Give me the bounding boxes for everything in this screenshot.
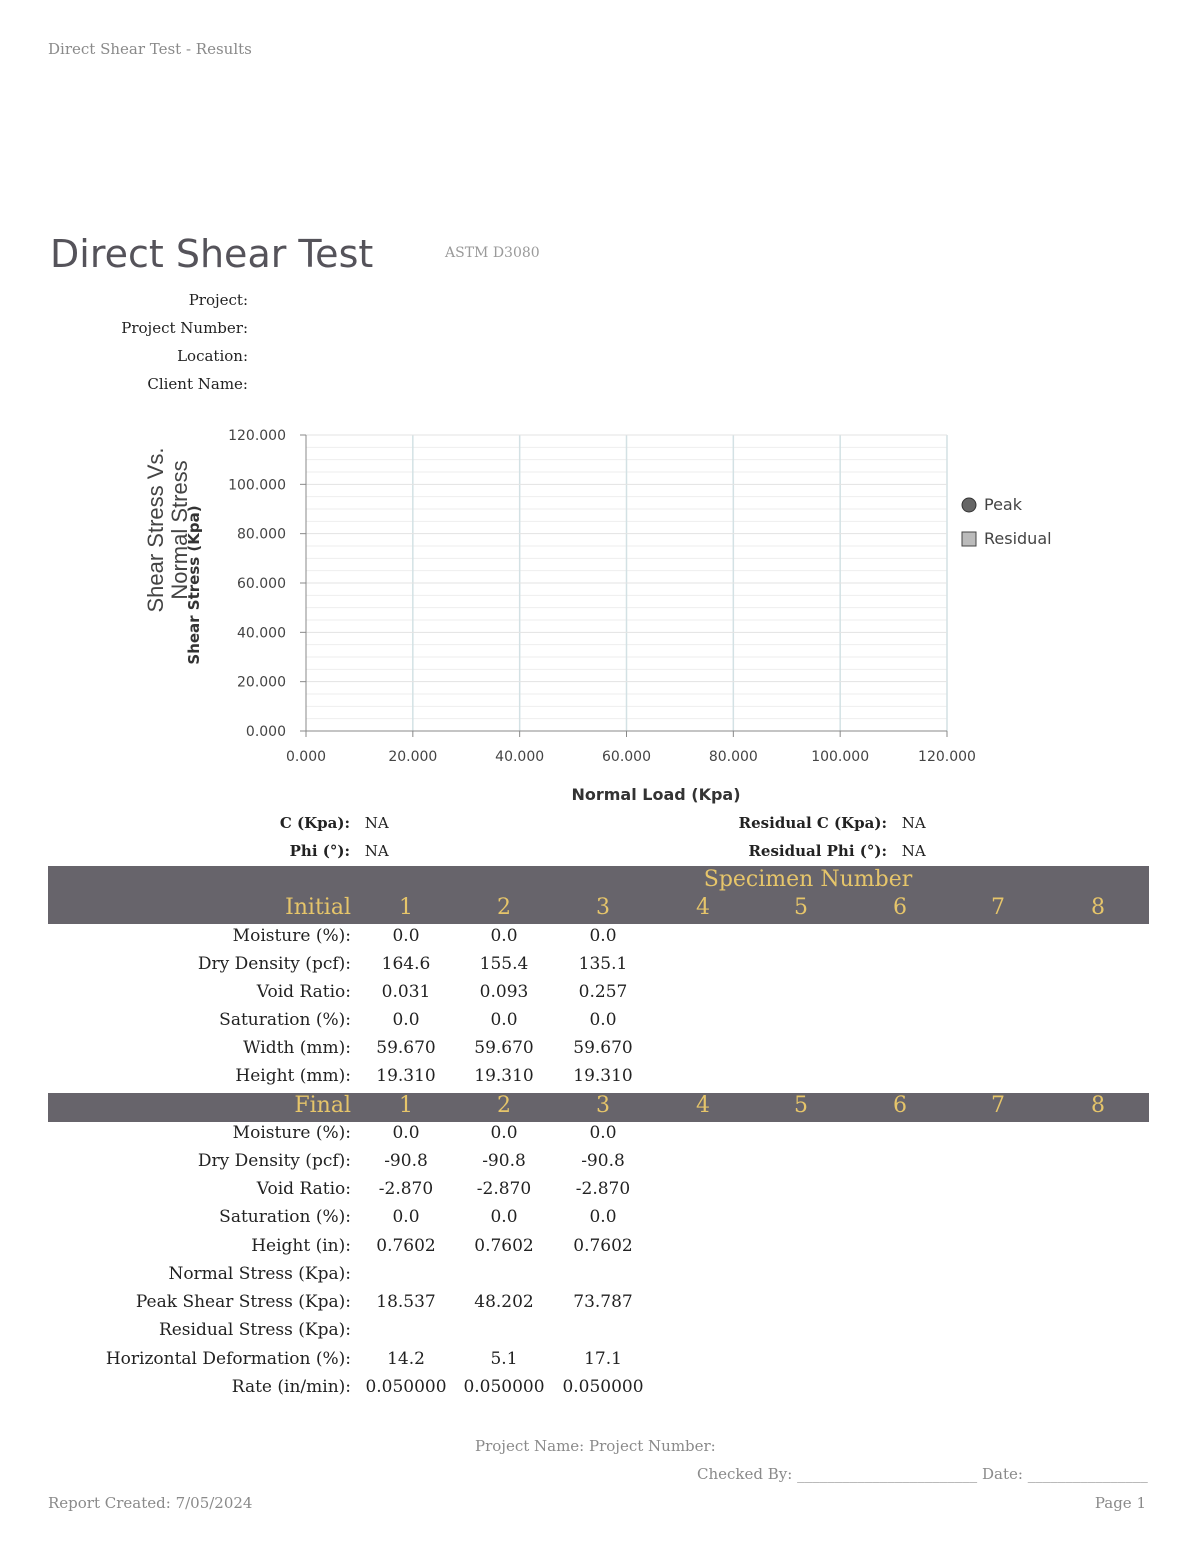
- table-cell: 0.0: [589, 926, 617, 946]
- footer-date: Date: ________________: [982, 1465, 1148, 1483]
- table-row: [0, 954, 1200, 982]
- x-tick-label: 0.000: [285, 749, 327, 765]
- table-cell: -90.8: [581, 1151, 625, 1171]
- initial-col-4: 4: [696, 895, 710, 920]
- legend-residual-marker: [962, 532, 976, 546]
- initial-col-3: 3: [596, 895, 610, 920]
- initial-col-5: 5: [794, 895, 808, 920]
- table-row: [0, 1179, 1200, 1207]
- table-cell: 19.310: [474, 1066, 534, 1086]
- row-label: Saturation (%):: [219, 1207, 351, 1227]
- footer-checked-by: Checked By: ________________________: [697, 1465, 978, 1483]
- table-row: [0, 1123, 1200, 1151]
- table-row: [0, 926, 1200, 954]
- final-col-1: 1: [399, 1093, 413, 1118]
- table-cell: -90.8: [384, 1151, 428, 1171]
- y-tick-label: 20.000: [237, 674, 286, 691]
- table-cell: 5.1: [490, 1349, 518, 1369]
- x-tick-label: 80.000: [708, 749, 758, 765]
- table-cell: 59.670: [376, 1038, 436, 1058]
- project-number-label: Project Number:: [121, 319, 248, 337]
- initial-col-1: 1: [399, 895, 413, 920]
- table-cell: 0.0: [392, 1123, 420, 1143]
- final-col-6: 6: [893, 1093, 907, 1118]
- initial-col-2: 2: [497, 895, 511, 920]
- table-cell: 0.050000: [365, 1377, 447, 1397]
- initial-col-7: 7: [991, 895, 1005, 920]
- footer-report-created: Report Created: 7/05/2024: [48, 1494, 253, 1512]
- table-row: [0, 1151, 1200, 1179]
- table-row: [0, 982, 1200, 1010]
- table-cell: 0.257: [578, 982, 628, 1002]
- table-cell: 0.0: [589, 1010, 617, 1030]
- table-cell: -2.870: [476, 1179, 532, 1199]
- table-row: [0, 1207, 1200, 1235]
- residual-phi-stat: [0, 842, 926, 860]
- initial-col-8: 8: [1091, 895, 1105, 920]
- y-tick-label: 0.000: [245, 724, 286, 740]
- table-cell: 73.787: [573, 1292, 633, 1312]
- residual-c-label: Residual C (Kpa):: [738, 814, 887, 832]
- table-row: [0, 1377, 1200, 1405]
- table-cell: 155.4: [479, 954, 529, 974]
- row-label: Saturation (%):: [219, 1010, 351, 1030]
- x-axis-label: Normal Load (Kpa): [571, 785, 741, 804]
- table-row: [0, 1349, 1200, 1377]
- x-tick-label: 120.000: [918, 749, 976, 765]
- row-label: Dry Density (pcf):: [197, 1151, 351, 1171]
- table-cell: 0.0: [490, 1207, 518, 1227]
- y-axis-label: Shear Stress (Kpa): [185, 505, 203, 665]
- row-label: Height (mm):: [235, 1066, 351, 1086]
- residual-phi-label: Residual Phi (°):: [748, 842, 887, 860]
- table-row: [0, 1066, 1200, 1094]
- row-label: Height (in):: [251, 1236, 351, 1256]
- report-title: Direct Shear Test: [50, 232, 374, 276]
- table-cell: 0.0: [490, 1010, 518, 1030]
- table-cell: 0.7602: [474, 1236, 534, 1256]
- table-row: [0, 1320, 1200, 1348]
- c-value: NA: [364, 814, 389, 832]
- final-col-2: 2: [497, 1093, 511, 1118]
- table-cell: 0.0: [392, 926, 420, 946]
- y-tick-label: 80.000: [237, 526, 286, 543]
- table-row: [0, 1292, 1200, 1320]
- running-header: Direct Shear Test - Results: [48, 40, 252, 58]
- residual-phi-value: NA: [901, 842, 926, 860]
- table-cell: 135.1: [578, 954, 628, 974]
- table-cell: 19.310: [376, 1066, 436, 1086]
- residual-c-value: NA: [901, 814, 926, 832]
- y-tick-label: 40.000: [237, 625, 286, 642]
- table-cell: 0.0: [392, 1207, 420, 1227]
- table-cell: 0.0: [589, 1207, 617, 1227]
- row-label: Normal Stress (Kpa):: [168, 1264, 351, 1284]
- row-label: Width (mm):: [243, 1038, 351, 1058]
- residual-c-stat: [0, 814, 926, 832]
- final-header-band: [48, 1093, 1149, 1122]
- row-label: Dry Density (pcf):: [197, 954, 351, 974]
- final-col-7: 7: [991, 1093, 1005, 1118]
- row-label: Rate (in/min):: [231, 1377, 351, 1397]
- x-tick-label: 60.000: [602, 749, 651, 765]
- legend-peak-marker: [962, 498, 976, 512]
- initial-col-6: 6: [893, 895, 907, 920]
- legend-residual-label: Residual: [984, 529, 1052, 548]
- table-row: [0, 1038, 1200, 1066]
- table-cell: -90.8: [482, 1151, 526, 1171]
- legend-peak-label: Peak: [984, 495, 1022, 514]
- project-label: Project:: [188, 291, 248, 309]
- row-label: Void Ratio:: [256, 1179, 351, 1199]
- final-section-label: Final: [294, 1093, 351, 1118]
- table-cell: 0.7602: [573, 1236, 633, 1256]
- table-cell: 48.202: [474, 1292, 534, 1312]
- table-row: [0, 1010, 1200, 1038]
- table-row: [0, 1236, 1200, 1264]
- row-label: Void Ratio:: [256, 982, 351, 1002]
- shear-stress-chart: [60, 418, 1080, 810]
- standard-label: ASTM D3080: [445, 245, 540, 261]
- y-tick-label: 120.000: [228, 428, 286, 444]
- table-cell: 19.310: [573, 1066, 633, 1086]
- table-row: [0, 1264, 1200, 1292]
- table-cell: 0.050000: [562, 1377, 644, 1397]
- initial-section-label: Initial: [285, 895, 351, 920]
- table-cell: 0.031: [381, 982, 431, 1002]
- table-cell: 18.537: [376, 1292, 436, 1312]
- table-cell: 0.0: [490, 1123, 518, 1143]
- x-tick-label: 100.000: [811, 749, 870, 765]
- row-label: Peak Shear Stress (Kpa):: [135, 1292, 351, 1312]
- phi-value: NA: [364, 842, 389, 860]
- row-label: Residual Stress (Kpa):: [158, 1320, 351, 1340]
- row-label: Moisture (%):: [232, 1123, 351, 1143]
- table-cell: 0.0: [490, 926, 518, 946]
- table-cell: -2.870: [378, 1179, 434, 1199]
- initial-header-band: [48, 866, 1149, 924]
- final-col-4: 4: [696, 1093, 710, 1118]
- y-tick-label: 60.000: [237, 576, 286, 592]
- chart-title-line-2: Normal Stress: [167, 460, 192, 600]
- location-label: Location:: [177, 347, 248, 365]
- table-cell: 164.6: [381, 954, 431, 974]
- y-tick-label: 100.000: [228, 477, 286, 494]
- final-col-3: 3: [596, 1093, 610, 1118]
- row-label: Horizontal Deformation (%):: [105, 1349, 351, 1369]
- specimen-number-header: Specimen Number: [703, 867, 913, 892]
- x-tick-label: 20.000: [388, 749, 438, 765]
- x-tick-label: 40.000: [495, 749, 545, 765]
- phi-label: Phi (°):: [289, 842, 350, 860]
- table-cell: 59.670: [474, 1038, 534, 1058]
- final-col-8: 8: [1091, 1093, 1105, 1118]
- footer-project-line: Project Name: Project Number:: [475, 1437, 716, 1455]
- table-cell: 0.0: [589, 1123, 617, 1143]
- table-cell: 0.7602: [376, 1236, 436, 1256]
- row-label: Moisture (%):: [232, 926, 351, 946]
- table-cell: 14.2: [387, 1349, 425, 1369]
- client-name-label: Client Name:: [147, 375, 248, 393]
- final-col-5: 5: [794, 1093, 808, 1118]
- table-cell: 17.1: [584, 1349, 622, 1369]
- table-cell: 0.0: [392, 1010, 420, 1030]
- chart-title-line-1: Shear Stress Vs.: [143, 447, 168, 613]
- table-cell: 0.093: [479, 982, 529, 1002]
- table-cell: -2.870: [575, 1179, 631, 1199]
- table-cell: 0.050000: [463, 1377, 545, 1397]
- footer-page-number: Page 1: [1094, 1494, 1146, 1512]
- table-cell: 59.670: [573, 1038, 633, 1058]
- c-label: C (Kpa):: [279, 814, 350, 832]
